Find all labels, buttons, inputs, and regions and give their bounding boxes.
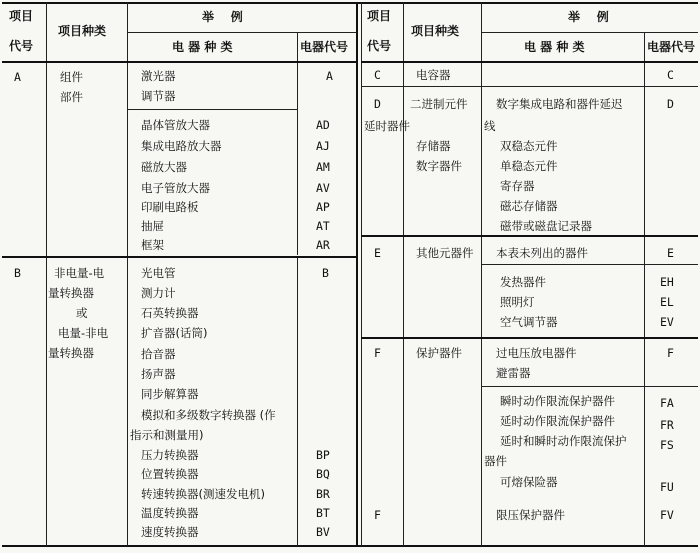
right-header-sub-code: 电器代号: [647, 40, 696, 54]
center-divider: [356, 2, 358, 546]
left-b-item-name: 同步解算器: [141, 387, 199, 401]
right-e-subrule: [481, 264, 698, 265]
left-col-divider-1: [46, 2, 47, 546]
left-a-item-name: 抽屉: [141, 219, 164, 233]
right-group-e-kind: 其他元器件: [416, 246, 474, 260]
left-a-item-code: AJ: [316, 139, 330, 153]
right-d-item-name: 寄存器: [500, 179, 535, 193]
right-e-item-name: 照明灯: [500, 295, 535, 309]
right-group-f-code: F: [374, 346, 381, 360]
left-col-divider-3: [297, 32, 298, 255]
left-header-sub-code: 电器代号: [300, 40, 349, 54]
left-b-item-name: 模拟和多级数字转换器 (作: [141, 408, 276, 422]
left-header-kind: 项目种类: [58, 24, 107, 38]
right-d-item-name: 单稳态元件: [500, 159, 558, 173]
center-divider-inner: [361, 2, 362, 546]
right-header-subrule: [481, 32, 698, 33]
left-b-item-code: BQ: [316, 467, 330, 481]
left-a-item-name: 印刷电路板: [141, 200, 199, 214]
left-b-item-name: 测力计: [141, 286, 176, 300]
right-e-item-code: E: [667, 246, 674, 260]
left-a-item-name: 磁放大器: [141, 160, 187, 174]
left-b-item-name: 扩音器(话筒): [141, 326, 208, 340]
left-group-b-kind-5: 量转换器: [48, 346, 94, 360]
left-b-item-code: BV: [316, 525, 330, 539]
left-b-item-code: BR: [316, 487, 330, 501]
left-header-example: 举 例: [202, 10, 243, 24]
left-b-item-name: 扬声器: [141, 367, 176, 381]
left-group-a-kind-1: 组件: [60, 70, 83, 84]
left-b-item-name: 速度转换器: [141, 525, 199, 539]
right-group-d-kind-2: 延时器件: [364, 119, 410, 133]
left-b-item-name: 位置转换器: [141, 467, 199, 481]
left-header-sub-name: 电 器 种 类: [172, 40, 233, 54]
right-f-item-name: 瞬时动作限流保护器件: [500, 394, 615, 408]
right-col-divider-2: [481, 2, 482, 546]
right-group-rule-ef: [361, 337, 698, 339]
left-group-b-kind-3: 或: [76, 306, 88, 320]
left-header-col1-a: 项目: [9, 9, 34, 23]
right-c-item-code: C: [667, 68, 674, 82]
right-header-sub-name: 电 器 种 类: [524, 40, 585, 54]
left-a-item-code: AP: [316, 200, 330, 214]
right-header-example: 举 例: [568, 10, 609, 24]
right-e-item-name: 空气调节器: [500, 315, 558, 329]
left-group-b-kind-1: 非电量-电: [54, 266, 105, 280]
left-a-item-name: 激光器: [141, 69, 176, 83]
right-group-d-code: D: [374, 97, 381, 111]
left-group-b-kind-2: 量转换器: [48, 286, 94, 300]
right-e-item-code: EV: [660, 315, 674, 329]
left-a-item-name: 晶体管放大器: [141, 118, 210, 132]
right-group-rule-cd: [361, 86, 698, 87]
left-a-subrule: [127, 109, 297, 110]
right-e-item-code: EH: [660, 275, 674, 289]
left-a-item-name: 电子管放大器: [141, 181, 210, 195]
left-header-subrule: [127, 32, 356, 33]
right-header-col1-b: 代号: [367, 39, 392, 53]
right-d-item-name: 磁芯存储器: [500, 199, 558, 213]
left-b-item-code: B: [322, 266, 329, 280]
right-group-c-code: C: [374, 68, 381, 82]
right-f-item-name: 延时动作限流保护器件: [500, 414, 615, 428]
left-b-item-name: 压力转换器: [141, 448, 199, 462]
left-col-divider-3b: [297, 258, 298, 546]
left-group-b-kind-4: 电量-非电: [58, 326, 109, 340]
right-d-item-code: D: [667, 97, 674, 111]
left-a-item-name: 框架: [141, 238, 164, 252]
left-header-bottom: [2, 61, 356, 63]
right-f-item-code: FA: [660, 396, 674, 410]
right-e-item-code: EL: [660, 295, 674, 309]
right-e-item-name: 本表未列出的器件: [496, 246, 588, 260]
right-f-item-code: FS: [660, 438, 674, 452]
right-header-bottom: [361, 61, 698, 63]
left-group-b-code: B: [14, 266, 21, 280]
right-header-col1-a: 项目: [367, 9, 392, 23]
right-f-item-name: 可熔保险器: [500, 475, 558, 489]
right-f-item-name: 过电压放电器件: [496, 346, 577, 360]
left-a-item-code: AR: [316, 238, 330, 252]
left-a-item-name: 调节器: [141, 89, 176, 103]
right-f-item-code: F: [667, 346, 674, 360]
right-d-item-name: 磁带或磁盘记录器: [500, 219, 592, 233]
left-col-divider-2: [127, 2, 128, 546]
right-f-subrule: [481, 386, 698, 387]
left-b-item-code: BP: [316, 448, 330, 462]
right-e-item-name: 发热器件: [500, 275, 546, 289]
right-d-item-name: 线: [484, 119, 496, 133]
right-f-item-code: FR: [660, 418, 674, 432]
left-a-item-name: 集成电路放大器: [141, 139, 222, 153]
right-f-item-code: FV: [660, 508, 674, 522]
left-b-item-name: 转速转换器(测速发电机): [141, 487, 265, 501]
left-b-item-name: 指示和测量用): [130, 428, 204, 442]
right-f-item-name: 延时和瞬时动作限流保护: [500, 434, 627, 448]
left-b-item-name: 拾音器: [141, 347, 176, 361]
left-group-rule-ab: [2, 256, 356, 258]
left-b-item-code: BT: [316, 506, 330, 520]
left-b-item-name: 温度转换器: [141, 506, 199, 520]
right-f-item-name: 限压保护器件: [496, 508, 565, 522]
table-top-rule: [2, 2, 698, 4]
right-group-e-code: E: [374, 246, 381, 260]
right-group-f-kind: 保护器件: [416, 346, 462, 360]
left-a-item-code: AV: [316, 181, 330, 195]
right-d-item-name: 双稳态元件: [500, 139, 558, 153]
right-header-kind: 项目种类: [411, 24, 460, 38]
left-a-item-code: A: [326, 69, 333, 83]
left-group-a-code: A: [14, 70, 21, 84]
left-b-item-name: 石英转换器: [141, 306, 199, 320]
right-f-item-name: 避雷器: [496, 366, 531, 380]
right-col-divider-3: [644, 32, 645, 546]
right-group-d-kind-3: 存储器: [416, 139, 451, 153]
right-group-rule-de: [361, 235, 698, 237]
left-a-item-code: AT: [316, 219, 330, 233]
left-header-col1-b: 代号: [9, 39, 34, 53]
right-group-d-kind-4: 数字器件: [416, 159, 462, 173]
table-bottom-rule: [2, 545, 698, 547]
left-group-a-kind-2: 部件: [60, 90, 83, 104]
right-group-c-kind: 电容器: [416, 68, 451, 82]
right-d-item-name: 数字集成电路和器件延迟: [496, 97, 623, 111]
right-group-f-code-extra: F: [374, 508, 381, 522]
right-col-divider-1: [403, 2, 404, 546]
left-a-item-code: AM: [316, 160, 330, 174]
left-a-item-code: AD: [316, 118, 330, 132]
right-f-item-name: 器件: [484, 454, 507, 468]
right-group-d-kind-1: 二进制元件: [410, 97, 468, 111]
left-b-item-name: 光电管: [141, 266, 176, 280]
right-f-item-code: FU: [660, 480, 674, 494]
